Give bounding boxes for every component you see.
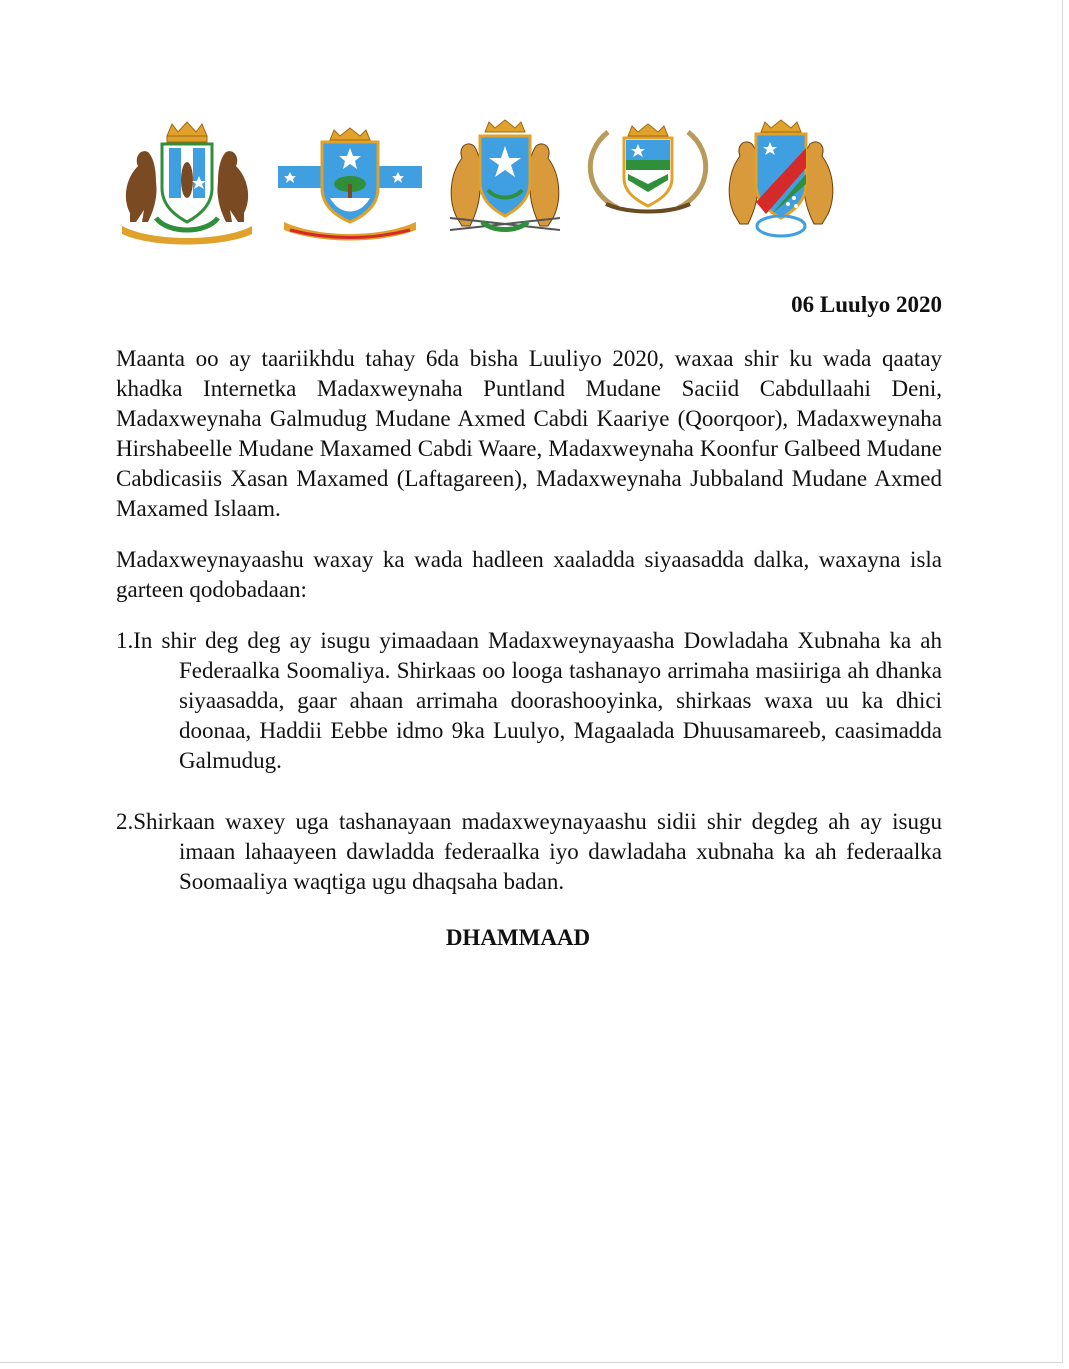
coat-of-arms-hirshabeelle-icon xyxy=(270,126,430,246)
coat-of-arms-jubbaland-icon xyxy=(722,118,840,242)
agreement-paragraph: Madaxweynayaashu waxay ka wada hadleen xaaladda siyaasadda dalka, waxayna isla garteen qodobadaan: xyxy=(116,547,942,602)
coat-of-arms-galmudug-icon xyxy=(442,118,568,246)
numbered-point-1: 1.In shir deg deg ay isugu yimaadaan Madaxweynayaasha Dowladaha Xubnaha ka ah Federaalka Soomaliya. Shirkaas oo looga tashanayo arrimaha masiiriga ah dhanka siyaasadda, gaar ahaan arrimaha doorashooyinka, shirkaas waxa uu ka dhici doonaa, Haddii Eebbe idmo 9ka Luulyo, Magaalada Dhuusamareeb, caasimadda Galmudug. xyxy=(116,628,942,773)
closing-word: DHAMMAAD xyxy=(445,925,591,950)
coat-of-arms-puntland-icon xyxy=(112,118,262,246)
coat-of-arms-south-west-icon xyxy=(578,122,718,218)
intro-paragraph: Maanta oo ay taariikhdu tahay 6da bisha Luuliyo 2020, waxaa shir ku wada qaatay khadka Internetka Madaxweynaha Puntland Mudane Saciid Cabdullaahi Deni, Madaxweynaha Galmudug Mudane Axmed Cabdi Kaariye (Qoorqoor), Madaxweynaha Hirshabeelle Mudane Maxamed Cabdi Waare, Madaxweynaha Koonfur Galbeed Mudane Cabdicasiis Xasan Maxamed (Laftagareen), Madaxweynaha Jubbaland Mudane Axmed Maxamed Islaam. xyxy=(116,346,942,521)
numbered-point-2: 2.Shirkaan waxey uga tashanayaan madaxweynayaashu sidii shir degdeg ah ay isugu imaan lahaayeen dawladda federaalka iyo dawladaha xubnaha ka ah federaalka Soomaaliya waqtiga ugu dhaqsaha badan. xyxy=(116,809,942,894)
emblem-row xyxy=(112,118,852,248)
document-date: 06 Luulyo 2020 xyxy=(791,292,942,317)
